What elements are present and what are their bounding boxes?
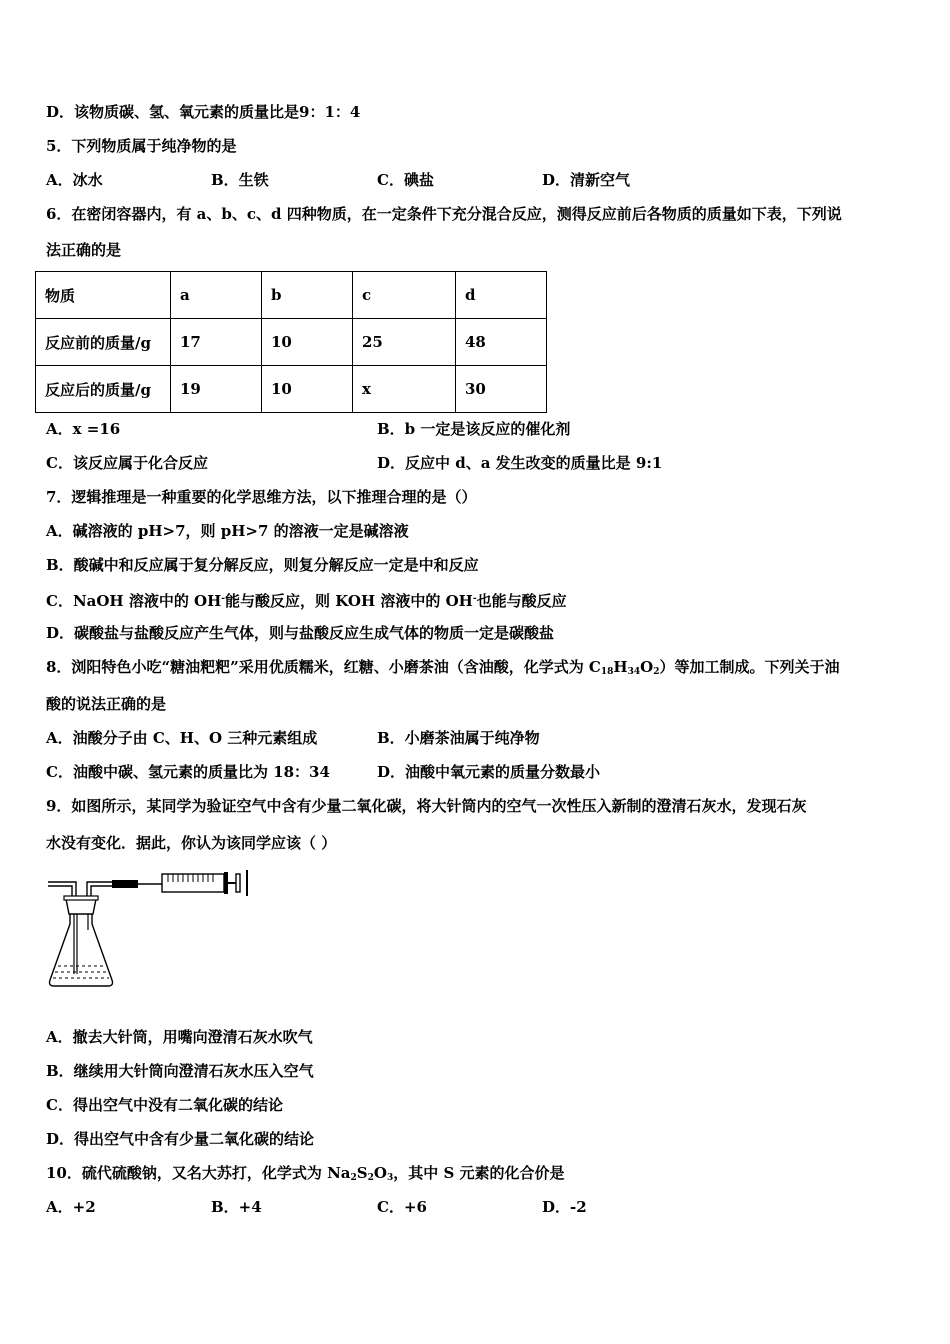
q8-stem-line2: 酸的说法正确的是: [46, 695, 167, 713]
q6-option-a: A．x =16: [46, 420, 121, 438]
q4-option-d: D．该物质碳、氢、氧元素的质量比是9：1：4: [46, 103, 361, 121]
q8-option-b: B．小磨茶油属于纯净物: [377, 729, 540, 747]
q8-stem-part-a: 8．浏阳特色小吃“糖油粑粑”采用优质糯米，红糖、小磨茶油（含油酸，化学式为 C: [46, 658, 601, 676]
q10-stem-part-c: O: [373, 1164, 387, 1182]
table-cell: a: [171, 272, 262, 319]
table-cell: 48: [456, 319, 547, 366]
stopper-top: [64, 896, 98, 900]
q10-stem-part-a: 10．硫代硫酸钠，又名大苏打，化学式为 Na: [46, 1164, 351, 1182]
apparatus-figure: [40, 862, 255, 997]
table-cell: d: [456, 272, 547, 319]
q9-option-c: C．得出空气中没有二氧化碳的结论: [46, 1096, 283, 1114]
q6-option-d: D．反应中 d、a 发生改变的质量比是 9:1: [377, 454, 663, 472]
q8-stem-part-d: ）等加工制成。下列关于油: [659, 658, 840, 676]
q7-option-c-part2: 能与酸反应，则 KOH 溶液中的 OH: [225, 592, 473, 610]
q10-option-c: C．+6: [377, 1198, 427, 1216]
table-cell: 物质: [36, 272, 171, 319]
q5-option-a: A．冰水: [46, 171, 103, 189]
table-cell: 10: [262, 366, 353, 413]
subscript: 18: [600, 667, 614, 677]
q5-option-b: B．生铁: [211, 171, 269, 189]
table-cell: x: [353, 366, 456, 413]
superscript: -: [472, 594, 477, 604]
q8-option-d: D．油酸中氧元素的质量分数最小: [377, 763, 601, 781]
subscript: 2: [350, 1173, 357, 1183]
q7-option-d: D．碳酸盐与盐酸反应产生气体，则与盐酸反应生成气体的物质一定是碳酸盐: [46, 624, 555, 642]
plunger-head: [236, 874, 240, 892]
table-header-row: [36, 272, 547, 319]
subscript: 2: [653, 667, 660, 677]
table-cell: 25: [353, 319, 456, 366]
q6-stem-line2: 法正确的是: [46, 241, 122, 259]
q8-stem-part-c: O: [640, 658, 654, 676]
q7-option-c-part1: C．NaOH 溶液中的 OH: [46, 592, 222, 610]
subscript: 34: [627, 667, 641, 677]
q10-stem-part-d: ，其中 S 元素的化合价是: [393, 1164, 565, 1182]
q5-option-d: D．清新空气: [542, 171, 631, 189]
syringe-flange: [224, 872, 228, 894]
q7-option-c-part3: 也能与酸反应: [476, 592, 567, 610]
subscript: 3: [386, 1173, 394, 1183]
q5-stem: 5．下列物质属于纯净物的是: [46, 137, 237, 155]
table-row: [36, 366, 547, 413]
table-cell: c: [353, 272, 456, 319]
q9-stem-line1: 9．如图所示，某同学为验证空气中含有少量二氧化碳，将大针筒内的空气一次性压入新制的澄清石灰水，发现石灰: [46, 797, 807, 815]
q10-option-a: A．+2: [46, 1198, 96, 1216]
left-tube-inner: [48, 886, 72, 897]
mass-table: [35, 271, 547, 413]
right-tube-inner: [91, 886, 112, 897]
q5-option-c: C．碘盐: [377, 171, 434, 189]
subscript: 2: [367, 1173, 374, 1183]
q7-stem: 7．逻辑推理是一种重要的化学思维方法，以下推理合理的是（）: [46, 488, 477, 506]
limewater: [53, 966, 109, 978]
rubber-connector: [112, 880, 138, 888]
q8-option-c: C．油酸中碳、氢元素的质量比为 18：34: [46, 763, 330, 781]
q8-option-a: A．油酸分子由 C、H、O 三种元素组成: [46, 729, 318, 747]
q10-stem: [46, 1163, 565, 1188]
q10-stem-part-b: S: [356, 1164, 368, 1182]
q6-stem-line1: 6．在密闭容器内，有 a、b、c、d 四种物质，在一定条件下充分混合反应，测得反应前后各物质的质量如下表，下列说: [46, 205, 842, 223]
q9-stem-line2: 水没有变化．据此，你认为该同学应该（ ）: [46, 834, 337, 852]
table-row: [36, 319, 547, 366]
conical-flask: [50, 914, 113, 986]
table-cell: 17: [171, 319, 262, 366]
q6-option-c: C．该反应属于化合反应: [46, 454, 208, 472]
table-cell: 19: [171, 366, 262, 413]
q8-stem-line1: [46, 657, 839, 682]
q10-option-b: B．+4: [211, 1198, 262, 1216]
table-cell: b: [262, 272, 353, 319]
q8-stem-part-b: H: [613, 658, 628, 676]
table-cell: 30: [456, 366, 547, 413]
q7-option-c: [46, 589, 567, 611]
q6-option-b: B．b 一定是该反应的催化剂: [377, 420, 571, 438]
q10-option-d: D．-2: [542, 1198, 587, 1216]
table-cell: 反应前的质量/g: [36, 319, 171, 366]
q9-option-b: B．继续用大针筒向澄清石灰水压入空气: [46, 1062, 314, 1080]
q9-option-d: D．得出空气中含有少量二氧化碳的结论: [46, 1130, 315, 1148]
q7-option-a: A．碱溶液的 pH>7，则 pH>7 的溶液一定是碱溶液: [46, 522, 409, 540]
stopper: [66, 899, 96, 914]
table-cell: 反应后的质量/g: [36, 366, 171, 413]
table-cell: 10: [262, 319, 353, 366]
q9-option-a: A．撤去大针筒，用嘴向澄清石灰水吹气: [46, 1028, 313, 1046]
q7-option-b: B．酸碱中和反应属于复分解反应，则复分解反应一定是中和反应: [46, 556, 479, 574]
superscript: -: [221, 594, 226, 604]
